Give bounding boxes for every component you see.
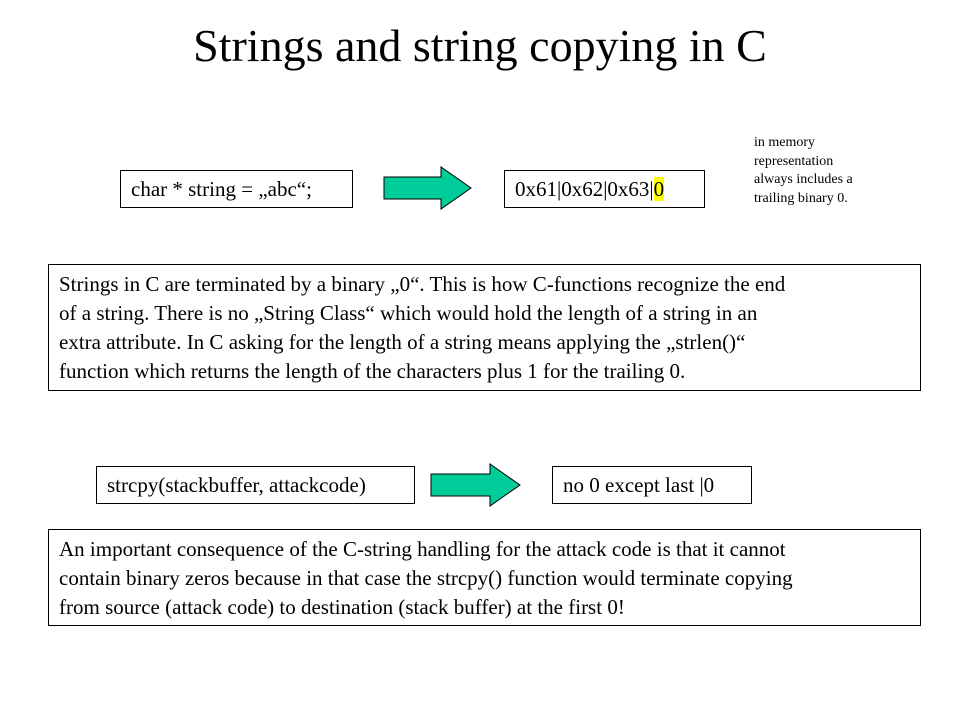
paragraph-line: contain binary zeros because in that case the strcpy() function would terminate copying (59, 566, 793, 590)
attack-code-consequence-paragraph (48, 529, 921, 626)
paragraph-line: of a string. There is no „String Class“ which would hold the length of a string in an (59, 301, 758, 325)
right-arrow-icon (430, 463, 522, 507)
paragraph-line: function which returns the length of the characters plus 1 for the trailing 0. (59, 359, 686, 383)
memory-note (754, 134, 934, 208)
memory-note-line: representation (754, 153, 834, 169)
memory-representation-box (504, 170, 705, 208)
memory-note-line: trailing binary 0. (754, 190, 848, 206)
memory-note-line: in memory (754, 135, 816, 150)
paragraph-line: from source (attack code) to destination (stack buffer) at the first 0! (59, 595, 625, 619)
code-box-strcpy: strcpy(stackbuffer, attackcode) (96, 466, 415, 504)
paragraph-line: extra attribute. In C asking for the length of a string means applying the „strlen()“ (59, 330, 746, 354)
null-terminator-highlight: 0 (653, 177, 665, 201)
memory-note-line: always includes a (754, 172, 853, 187)
paragraph-line: An important consequence of the C-string handling for the attack code is that it cannot (59, 537, 786, 561)
right-arrow-icon (383, 166, 473, 210)
strcpy-result-box: no 0 except last |0 (552, 466, 752, 504)
paragraph-line: Strings in C are terminated by a binary „0“. This is how C-functions recognize the end (59, 272, 786, 296)
code-box-string-declaration: char * string = „abc“; (120, 170, 353, 208)
memory-bytes: 0x61|0x62|0x63| (515, 177, 654, 201)
string-termination-paragraph (48, 264, 921, 391)
slide-title: Strings and string copying in C (193, 20, 767, 71)
